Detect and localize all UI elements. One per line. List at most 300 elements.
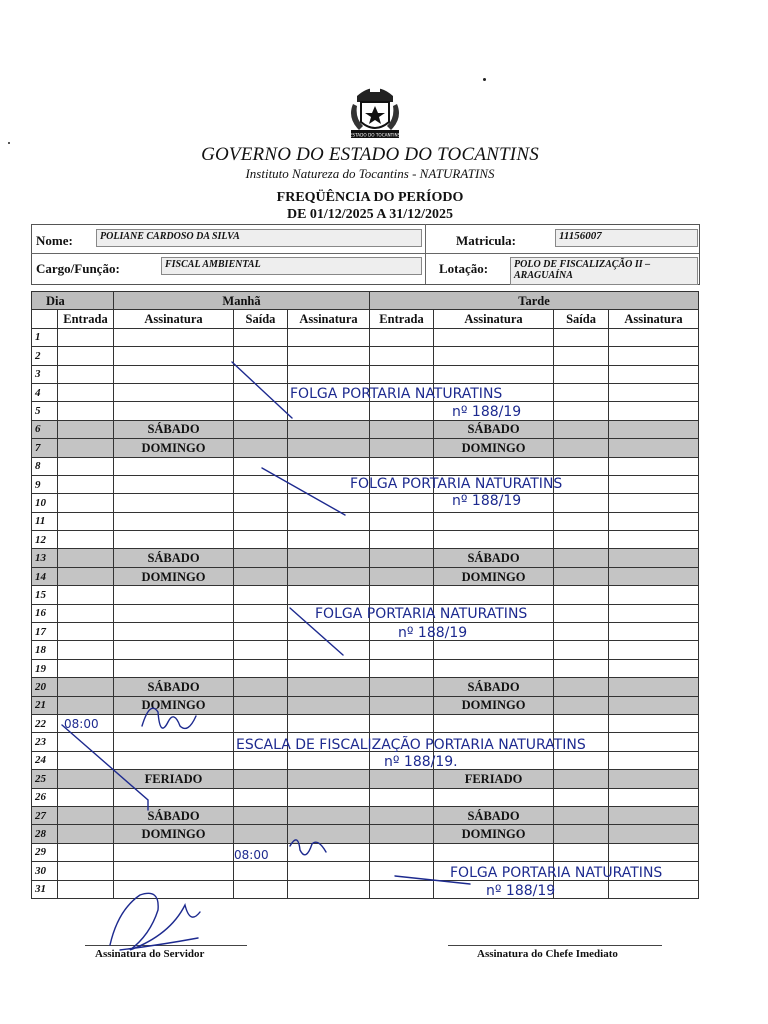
attendance-cell bbox=[554, 641, 609, 659]
handwritten-note: FOLGA PORTARIA NATURATINS bbox=[450, 865, 663, 881]
table-row bbox=[32, 751, 699, 769]
attendance-cell bbox=[370, 825, 434, 843]
attendance-cell bbox=[609, 880, 699, 898]
table-row bbox=[32, 659, 699, 677]
attendance-cell bbox=[554, 862, 609, 880]
table-row bbox=[32, 825, 699, 843]
attendance-cell bbox=[234, 383, 288, 401]
attendance-cell bbox=[288, 439, 370, 457]
attendance-cell bbox=[58, 696, 114, 714]
day-status: DOMINGO bbox=[434, 825, 554, 843]
col-header: Entrada bbox=[370, 310, 434, 328]
day-number: 16 bbox=[32, 604, 58, 622]
day-number: 7 bbox=[32, 439, 58, 457]
attendance-cell bbox=[609, 402, 699, 420]
attendance-cell bbox=[234, 659, 288, 677]
attendance-cell bbox=[114, 714, 234, 732]
attendance-cell bbox=[234, 494, 288, 512]
table-row bbox=[32, 457, 699, 475]
morning-header: Manhã bbox=[114, 292, 370, 310]
attendance-cell bbox=[58, 678, 114, 696]
attendance-cell bbox=[370, 586, 434, 604]
attendance-cell bbox=[370, 696, 434, 714]
attendance-cell bbox=[234, 714, 288, 732]
attendance-cell bbox=[609, 843, 699, 861]
attendance-cell bbox=[234, 457, 288, 475]
day-status: FERIADO bbox=[434, 770, 554, 788]
attendance-cell bbox=[288, 494, 370, 512]
attendance-cell bbox=[58, 843, 114, 861]
day-number: 24 bbox=[32, 751, 58, 769]
day-status: SÁBADO bbox=[434, 678, 554, 696]
table-row bbox=[32, 862, 699, 880]
attendance-cell bbox=[288, 659, 370, 677]
attendance-cell bbox=[370, 347, 434, 365]
day-status: SÁBADO bbox=[114, 678, 234, 696]
attendance-cell bbox=[58, 328, 114, 346]
attendance-cell bbox=[370, 733, 434, 751]
day-status: DOMINGO bbox=[114, 696, 234, 714]
attendance-cell bbox=[434, 604, 554, 622]
table-row bbox=[32, 439, 699, 457]
attendance-table bbox=[31, 291, 699, 899]
attendance-cell bbox=[609, 825, 699, 843]
attendance-cell bbox=[554, 512, 609, 530]
table-row bbox=[32, 678, 699, 696]
attendance-cell bbox=[554, 328, 609, 346]
attendance-cell bbox=[288, 420, 370, 438]
attendance-cell bbox=[58, 641, 114, 659]
attendance-cell bbox=[554, 494, 609, 512]
attendance-cell bbox=[288, 733, 370, 751]
day-status: DOMINGO bbox=[434, 696, 554, 714]
blank-header bbox=[32, 310, 58, 328]
table-row bbox=[32, 641, 699, 659]
attendance-cell bbox=[114, 586, 234, 604]
day-number: 9 bbox=[32, 475, 58, 493]
attendance-cell bbox=[58, 714, 114, 732]
table-row bbox=[32, 880, 699, 898]
day-number: 29 bbox=[32, 843, 58, 861]
attendance-cell bbox=[114, 402, 234, 420]
attendance-cell bbox=[554, 880, 609, 898]
attendance-cell bbox=[234, 843, 288, 861]
attendance-cell bbox=[370, 494, 434, 512]
attendance-cell bbox=[370, 439, 434, 457]
handwritten-time: 08:00 bbox=[64, 717, 99, 731]
day-number: 3 bbox=[32, 365, 58, 383]
attendance-cell bbox=[609, 567, 699, 585]
attendance-cell bbox=[234, 439, 288, 457]
col-header: Entrada bbox=[58, 310, 114, 328]
day-status: DOMINGO bbox=[114, 825, 234, 843]
attendance-cell bbox=[114, 383, 234, 401]
attendance-cell bbox=[58, 457, 114, 475]
attendance-cell bbox=[234, 806, 288, 824]
crest-text: ESTADO DO TOCANTINS bbox=[349, 132, 401, 138]
day-number: 26 bbox=[32, 788, 58, 806]
day-number: 14 bbox=[32, 567, 58, 585]
attendance-cell bbox=[234, 788, 288, 806]
attendance-cell bbox=[288, 696, 370, 714]
attendance-cell bbox=[114, 623, 234, 641]
attendance-cell bbox=[370, 623, 434, 641]
attendance-cell bbox=[234, 420, 288, 438]
attendance-cell bbox=[288, 402, 370, 420]
table-row bbox=[32, 788, 699, 806]
attendance-cell bbox=[234, 623, 288, 641]
attendance-cell bbox=[58, 880, 114, 898]
attendance-cell bbox=[434, 623, 554, 641]
table-row bbox=[32, 733, 699, 751]
attendance-cell bbox=[58, 825, 114, 843]
attendance-cell bbox=[114, 512, 234, 530]
handwritten-note: nº 188/19 bbox=[452, 493, 522, 509]
attendance-cell bbox=[288, 365, 370, 383]
attendance-cell bbox=[370, 512, 434, 530]
attendance-cell bbox=[554, 586, 609, 604]
attendance-cell bbox=[554, 678, 609, 696]
location-line2: ARAGUAÍNA bbox=[514, 270, 573, 281]
day-number: 19 bbox=[32, 659, 58, 677]
attendance-cell bbox=[288, 623, 370, 641]
divider bbox=[425, 224, 426, 284]
state-crest-icon bbox=[345, 82, 405, 140]
attendance-cell bbox=[370, 788, 434, 806]
attendance-cell bbox=[370, 365, 434, 383]
location-line1: POLO DE FISCALIZAÇÃO II – bbox=[514, 259, 651, 270]
table-row bbox=[32, 383, 699, 401]
attendance-cell bbox=[554, 623, 609, 641]
attendance-cell bbox=[434, 788, 554, 806]
supervisor-signature-label: Assinatura do Chefe Imediato bbox=[477, 948, 618, 960]
table-row bbox=[32, 586, 699, 604]
attendance-cell bbox=[609, 751, 699, 769]
attendance-cell bbox=[288, 641, 370, 659]
attendance-cell bbox=[288, 751, 370, 769]
attendance-cell bbox=[554, 567, 609, 585]
day-status: DOMINGO bbox=[434, 567, 554, 585]
attendance-cell bbox=[554, 843, 609, 861]
attendance-cell bbox=[234, 365, 288, 383]
attendance-cell bbox=[234, 825, 288, 843]
attendance-cell bbox=[114, 365, 234, 383]
day-status: SÁBADO bbox=[434, 549, 554, 567]
scan-speck bbox=[483, 78, 486, 81]
divider bbox=[31, 253, 699, 254]
attendance-cell bbox=[434, 328, 554, 346]
attendance-cell bbox=[234, 531, 288, 549]
attendance-cell bbox=[370, 641, 434, 659]
name-field: POLIANE CARDOSO DA SILVA bbox=[96, 229, 422, 247]
attendance-cell bbox=[609, 806, 699, 824]
attendance-cell bbox=[58, 383, 114, 401]
attendance-cell bbox=[554, 549, 609, 567]
attendance-cell bbox=[609, 512, 699, 530]
day-header: Dia bbox=[32, 292, 114, 310]
attendance-cell bbox=[288, 457, 370, 475]
attendance-cell bbox=[609, 494, 699, 512]
attendance-cell bbox=[234, 770, 288, 788]
attendance-cell bbox=[370, 678, 434, 696]
table-row bbox=[32, 402, 699, 420]
day-number: 21 bbox=[32, 696, 58, 714]
day-number: 18 bbox=[32, 641, 58, 659]
attendance-cell bbox=[609, 586, 699, 604]
attendance-cell bbox=[114, 328, 234, 346]
table-row bbox=[32, 475, 699, 493]
attendance-cell bbox=[58, 475, 114, 493]
government-title: GOVERNO DO ESTADO DO TOCANTINS bbox=[201, 144, 539, 165]
attendance-cell bbox=[370, 806, 434, 824]
attendance-cell bbox=[58, 586, 114, 604]
period-range: DE 01/12/2025 A 31/12/2025 bbox=[286, 207, 454, 222]
handwritten-note: nº 188/19 bbox=[486, 883, 556, 899]
employee-signature-line bbox=[85, 945, 247, 946]
attendance-cell bbox=[234, 862, 288, 880]
table-row bbox=[32, 770, 699, 788]
table-row bbox=[32, 714, 699, 732]
attendance-cell bbox=[370, 751, 434, 769]
document-title: FREQÜÊNCIA DO PERÍODO bbox=[276, 190, 464, 205]
attendance-cell bbox=[609, 604, 699, 622]
day-status: SÁBADO bbox=[434, 806, 554, 824]
role-label: Cargo/Função: bbox=[36, 261, 120, 276]
col-header: Saída bbox=[234, 310, 288, 328]
day-number: 11 bbox=[32, 512, 58, 530]
employee-signature-label: Assinatura do Servidor bbox=[95, 948, 205, 960]
attendance-cell bbox=[58, 567, 114, 585]
attendance-cell bbox=[609, 733, 699, 751]
attendance-cell bbox=[370, 475, 434, 493]
attendance-cell bbox=[554, 696, 609, 714]
attendance-cell bbox=[609, 770, 699, 788]
attendance-cell bbox=[114, 604, 234, 622]
attendance-cell bbox=[609, 678, 699, 696]
attendance-cell bbox=[288, 549, 370, 567]
attendance-cell bbox=[609, 641, 699, 659]
attendance-cell bbox=[288, 531, 370, 549]
supervisor-signature-line bbox=[448, 945, 662, 946]
attendance-cell bbox=[434, 714, 554, 732]
attendance-cell bbox=[114, 751, 234, 769]
attendance-cell bbox=[288, 512, 370, 530]
day-status: SÁBADO bbox=[114, 420, 234, 438]
attendance-cell bbox=[234, 549, 288, 567]
attendance-cell bbox=[234, 475, 288, 493]
attendance-cell bbox=[609, 457, 699, 475]
attendance-cell bbox=[234, 733, 288, 751]
attendance-cell bbox=[58, 402, 114, 420]
attendance-cell bbox=[114, 843, 234, 861]
attendance-cell bbox=[234, 347, 288, 365]
attendance-cell bbox=[554, 806, 609, 824]
attendance-cell bbox=[554, 383, 609, 401]
attendance-cell bbox=[370, 659, 434, 677]
attendance-cell bbox=[554, 714, 609, 732]
col-header: Assinatura bbox=[434, 310, 554, 328]
day-number: 23 bbox=[32, 733, 58, 751]
attendance-cell bbox=[288, 604, 370, 622]
attendance-cell bbox=[114, 347, 234, 365]
attendance-cell bbox=[554, 788, 609, 806]
handwritten-note: FOLGA PORTARIA NATURATINS bbox=[315, 606, 528, 622]
attendance-cell bbox=[370, 549, 434, 567]
attendance-cell bbox=[370, 880, 434, 898]
institute-subtitle: Instituto Natureza do Tocantins - NATURATINS bbox=[245, 166, 495, 181]
attendance-cell bbox=[288, 714, 370, 732]
day-number: 12 bbox=[32, 531, 58, 549]
attendance-cell bbox=[370, 328, 434, 346]
attendance-cell bbox=[288, 586, 370, 604]
handwritten-note: nº 188/19. bbox=[384, 754, 458, 770]
attendance-cell bbox=[288, 328, 370, 346]
attendance-cell bbox=[370, 402, 434, 420]
attendance-cell bbox=[288, 770, 370, 788]
attendance-cell bbox=[609, 439, 699, 457]
day-status: DOMINGO bbox=[114, 439, 234, 457]
attendance-cell bbox=[370, 714, 434, 732]
location-field bbox=[510, 257, 698, 285]
attendance-cell bbox=[609, 531, 699, 549]
table-row bbox=[32, 420, 699, 438]
day-number: 28 bbox=[32, 825, 58, 843]
attendance-cell bbox=[609, 347, 699, 365]
attendance-cell bbox=[114, 659, 234, 677]
attendance-cell bbox=[114, 494, 234, 512]
attendance-cell bbox=[434, 494, 554, 512]
attendance-cell bbox=[288, 862, 370, 880]
day-number: 17 bbox=[32, 623, 58, 641]
attendance-cell bbox=[554, 439, 609, 457]
attendance-cell bbox=[554, 825, 609, 843]
attendance-cell bbox=[434, 512, 554, 530]
table-row bbox=[32, 494, 699, 512]
attendance-cell bbox=[370, 383, 434, 401]
registration-field: 11156007 bbox=[555, 229, 698, 247]
attendance-cell bbox=[434, 475, 554, 493]
handwritten-note: FOLGA PORTARIA NATURATINS bbox=[290, 386, 503, 402]
attendance-cell bbox=[114, 788, 234, 806]
day-number: 13 bbox=[32, 549, 58, 567]
attendance-cell bbox=[434, 365, 554, 383]
attendance-cell bbox=[370, 531, 434, 549]
handwritten-note: nº 188/19 bbox=[452, 404, 522, 420]
afternoon-header: Tarde bbox=[370, 292, 699, 310]
attendance-cell bbox=[288, 383, 370, 401]
attendance-cell bbox=[434, 843, 554, 861]
attendance-cell bbox=[58, 549, 114, 567]
attendance-cell bbox=[609, 659, 699, 677]
attendance-cell bbox=[234, 696, 288, 714]
attendance-cell bbox=[554, 770, 609, 788]
name-label: Nome: bbox=[36, 233, 73, 248]
attendance-cell bbox=[434, 586, 554, 604]
attendance-cell bbox=[554, 751, 609, 769]
handwritten-time: 08:00 bbox=[234, 848, 269, 862]
attendance-cell bbox=[434, 457, 554, 475]
day-number: 20 bbox=[32, 678, 58, 696]
attendance-cell bbox=[434, 531, 554, 549]
table-row bbox=[32, 623, 699, 641]
attendance-cell bbox=[609, 420, 699, 438]
day-number: 6 bbox=[32, 420, 58, 438]
attendance-cell bbox=[370, 420, 434, 438]
day-number: 10 bbox=[32, 494, 58, 512]
table-row bbox=[32, 531, 699, 549]
attendance-cell bbox=[288, 567, 370, 585]
attendance-cell bbox=[554, 420, 609, 438]
day-number: 4 bbox=[32, 383, 58, 401]
day-number: 1 bbox=[32, 328, 58, 346]
attendance-cell bbox=[609, 383, 699, 401]
attendance-cell bbox=[288, 347, 370, 365]
attendance-cell bbox=[234, 567, 288, 585]
handwritten-note: ESCALA DE FISCALIZAÇÃO PORTARIA NATURATINS bbox=[236, 737, 586, 753]
attendance-cell bbox=[234, 586, 288, 604]
attendance-cell bbox=[370, 604, 434, 622]
attendance-cell bbox=[288, 880, 370, 898]
day-status: DOMINGO bbox=[114, 567, 234, 585]
table-row bbox=[32, 604, 699, 622]
attendance-cell bbox=[609, 788, 699, 806]
attendance-cell bbox=[58, 770, 114, 788]
day-number: 31 bbox=[32, 880, 58, 898]
attendance-cell bbox=[58, 788, 114, 806]
attendance-cell bbox=[434, 880, 554, 898]
attendance-cell bbox=[609, 365, 699, 383]
attendance-cell bbox=[58, 623, 114, 641]
attendance-cell bbox=[234, 678, 288, 696]
day-number: 22 bbox=[32, 714, 58, 732]
attendance-cell bbox=[434, 641, 554, 659]
attendance-cell bbox=[434, 659, 554, 677]
attendance-cell bbox=[554, 531, 609, 549]
attendance-cell bbox=[434, 751, 554, 769]
handwritten-note: nº 188/19 bbox=[398, 625, 468, 641]
location-label: Lotação: bbox=[439, 261, 489, 276]
attendance-cell bbox=[434, 347, 554, 365]
attendance-cell bbox=[58, 365, 114, 383]
attendance-cell bbox=[434, 383, 554, 401]
attendance-cell bbox=[234, 328, 288, 346]
attendance-cell bbox=[609, 623, 699, 641]
attendance-cell bbox=[554, 659, 609, 677]
attendance-cell bbox=[58, 531, 114, 549]
table-row bbox=[32, 347, 699, 365]
day-number: 27 bbox=[32, 806, 58, 824]
attendance-cell bbox=[288, 806, 370, 824]
role-field: FISCAL AMBIENTAL bbox=[161, 257, 422, 275]
table-row bbox=[32, 843, 699, 861]
col-header: Assinatura bbox=[609, 310, 699, 328]
attendance-cell bbox=[434, 402, 554, 420]
attendance-cell bbox=[609, 549, 699, 567]
col-header: Assinatura bbox=[288, 310, 370, 328]
registration-label: Matricula: bbox=[456, 233, 516, 248]
table-row bbox=[32, 567, 699, 585]
attendance-cell bbox=[58, 347, 114, 365]
attendance-cell bbox=[234, 880, 288, 898]
attendance-cell bbox=[554, 402, 609, 420]
attendance-cell bbox=[609, 475, 699, 493]
attendance-cell bbox=[370, 862, 434, 880]
attendance-cell bbox=[234, 751, 288, 769]
attendance-cell bbox=[58, 659, 114, 677]
attendance-cell bbox=[114, 733, 234, 751]
attendance-cell bbox=[288, 475, 370, 493]
attendance-cell bbox=[58, 512, 114, 530]
